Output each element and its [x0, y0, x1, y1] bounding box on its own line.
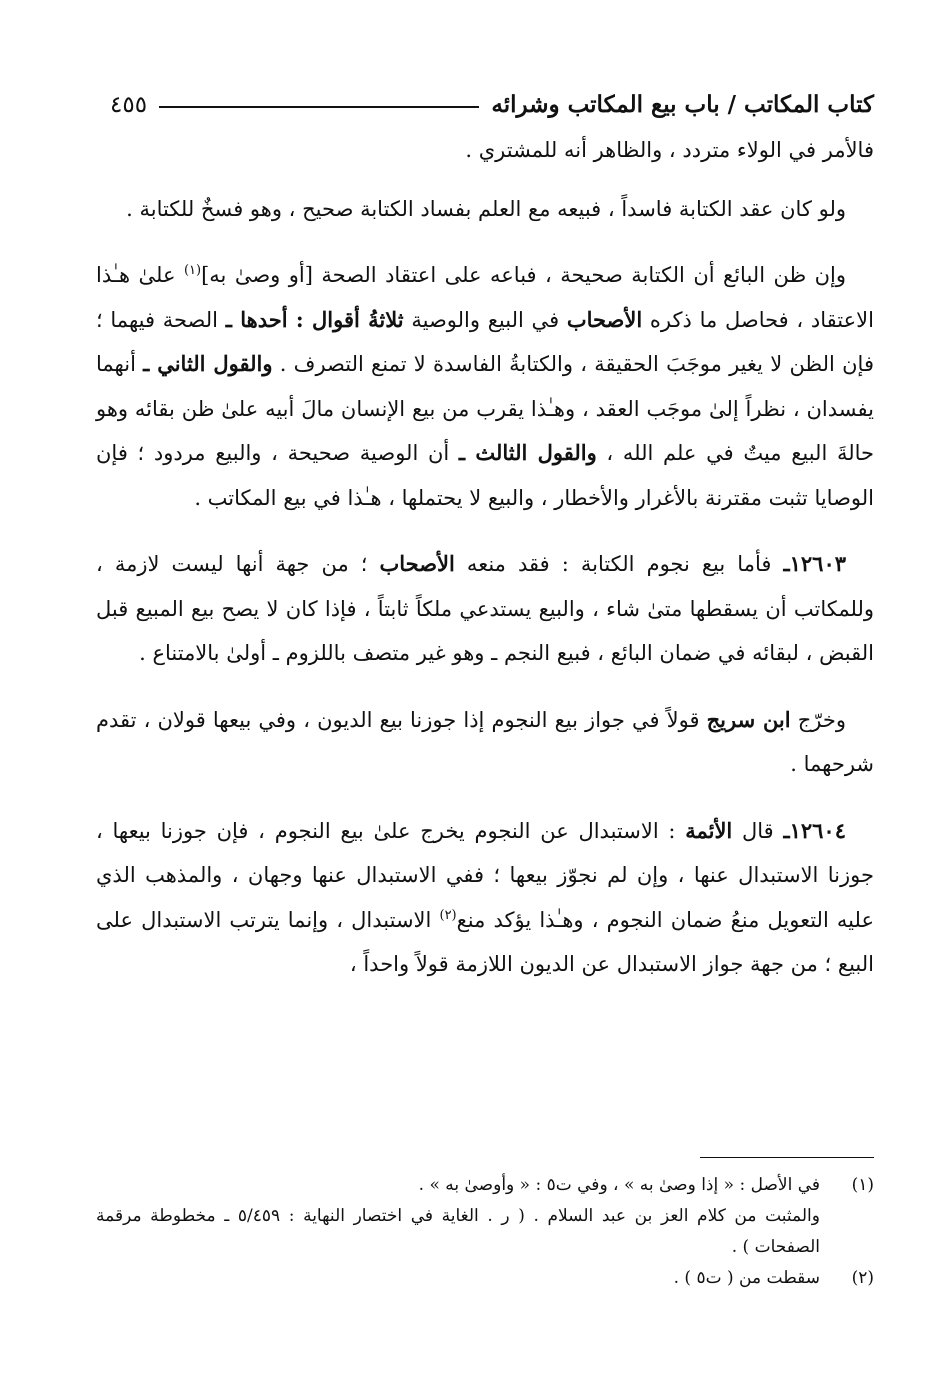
- footnote: [96, 1170, 874, 1263]
- paragraph-text: ولو كان عقد الكتابة فاسداً ، فبيعه مع العلم بفساد الكتابة صحيح ، وهو فسخٌ للكتابة .: [126, 196, 846, 221]
- text-run: : الاستبدال عن النجوم يخرج علىٰ بيع النجوم ، فإن جوزنا بيعها ، جوزنا الاستبدال عنها ، وإن لم نجوّز بيعها ؛ ففي الاستبدال عنها وجهان ، والمذهب الذي عليه التعويل منعُ ضمان النجوم ، وهـٰذا يؤكد منع: [96, 818, 874, 932]
- text-run: وخرّج: [790, 707, 846, 732]
- footnote-ref: (١): [183, 263, 202, 278]
- footnote-text: [96, 1263, 820, 1294]
- text-run: الصحة فيهما ؛ فإن الظن لا يغير موجَبَ الحقيقة ، والكتابةُ الفاسدة لا تمنع التصرف .: [96, 307, 874, 376]
- footnote-ref: (٢): [439, 907, 457, 923]
- footnote-marker: (١): [851, 1175, 874, 1195]
- main-text: [96, 128, 874, 1009]
- text-run: علىٰ هـٰذا الاعتقاد ، فحاصل ما ذكره: [96, 263, 874, 332]
- text-run: قولاً في جواز بيع النجوم إذا جوزنا بيع الديون ، وفي بيعها قولان ، تقدم شرحهما .: [96, 707, 874, 776]
- header-rule: [159, 106, 479, 108]
- text-run: ؛ من جهة أنها ليست لازمة ، وللمكاتب أن يسقطها متىٰ شاء ، والبيع يستدعي ملكاً ثابتاً ، فإذا كان لا يصح بيع المبيع قبل القبض ، لبقائه في ضمان البائع ، فبيع النجم ـ وهو غير متصف باللزوم ـ أولىٰ بالامتناع .: [96, 552, 874, 665]
- bold-term: الأصحاب: [379, 551, 455, 576]
- footnote-marker: (٢): [851, 1268, 874, 1288]
- paragraph: [96, 187, 874, 232]
- footnote-line: سقطت من ( ت٥ ) .: [673, 1268, 820, 1288]
- bold-term: الأصحاب: [566, 306, 643, 332]
- text-run: أن الوصية صحيحة ، والبيع مردود ؛ فإن الوصايا تثبت مقترنة بالأغرار والأخطار ، والبيع لا يحتملها ، هـٰذا في بيع المكاتب .: [96, 441, 874, 510]
- footnote: [96, 1263, 874, 1294]
- footnote-text: [96, 1170, 820, 1263]
- paragraph: [96, 253, 874, 520]
- running-header: [110, 78, 874, 118]
- text-run: الاستبدال ، وإنما يترتب الاستبدال على البيع ؛ من جهة جواز الاستبدال عن الديون اللازمة قولاً واحداً ،: [96, 907, 874, 976]
- text-run: قال: [732, 818, 784, 843]
- bold-term: الأئمة: [685, 817, 733, 843]
- text-run: في البيع والوصية: [403, 307, 567, 332]
- footnote-separator: [700, 1157, 874, 1158]
- bold-term: والقول الثاني ـ: [143, 351, 273, 376]
- issue-number: ١٢٦٠٣ـ: [783, 551, 847, 576]
- paragraph: [96, 698, 874, 787]
- footnote-line: والمثبت من كلام العز بن عبد السلام . ( ر . الغاية في اختصار النهاية : ٥/٤٥٩ ـ مخطوطة مرقمة الصفحات ) .: [96, 1206, 820, 1257]
- bold-term: والقول الثالث ـ: [458, 440, 597, 465]
- bold-name: ابن سريج: [706, 706, 791, 732]
- footnotes: [96, 1170, 874, 1294]
- text-run: أنهما يفسدان ، نظراً إلىٰ موجَب العقد ، وهـٰذا يقرب من بيع الإنسان مالَ أبيه علىٰ ظن بقائه وهو حالةَ البيع ميتٌ في علم الله ،: [96, 352, 874, 465]
- bold-term: ثلاثةُ أقوال : أحدها ـ: [225, 306, 404, 332]
- footnote-line: في الأصل : « إذا وصىٰ به » ، وفي ت٥ : « وأوصىٰ به » .: [418, 1175, 820, 1195]
- paragraph: [96, 809, 874, 987]
- paragraph: فالأمر في الولاء متردد ، والظاهر أنه للمشتري .: [465, 138, 874, 162]
- running-title: كتاب المكاتب / باب بيع المكاتب وشرائه: [491, 91, 874, 118]
- paragraph: [96, 542, 874, 676]
- page-number: ٤٥٥: [110, 92, 148, 118]
- issue-number: ١٢٦٠٤ـ: [783, 817, 846, 843]
- text-run: وإن ظن البائع أن الكتابة صحيحة ، فباعه على اعتقاد الصحة [أو وصىٰ به]: [201, 263, 847, 287]
- text-run: فأما بيع نجوم الكتابة : فقد منعه: [454, 552, 784, 576]
